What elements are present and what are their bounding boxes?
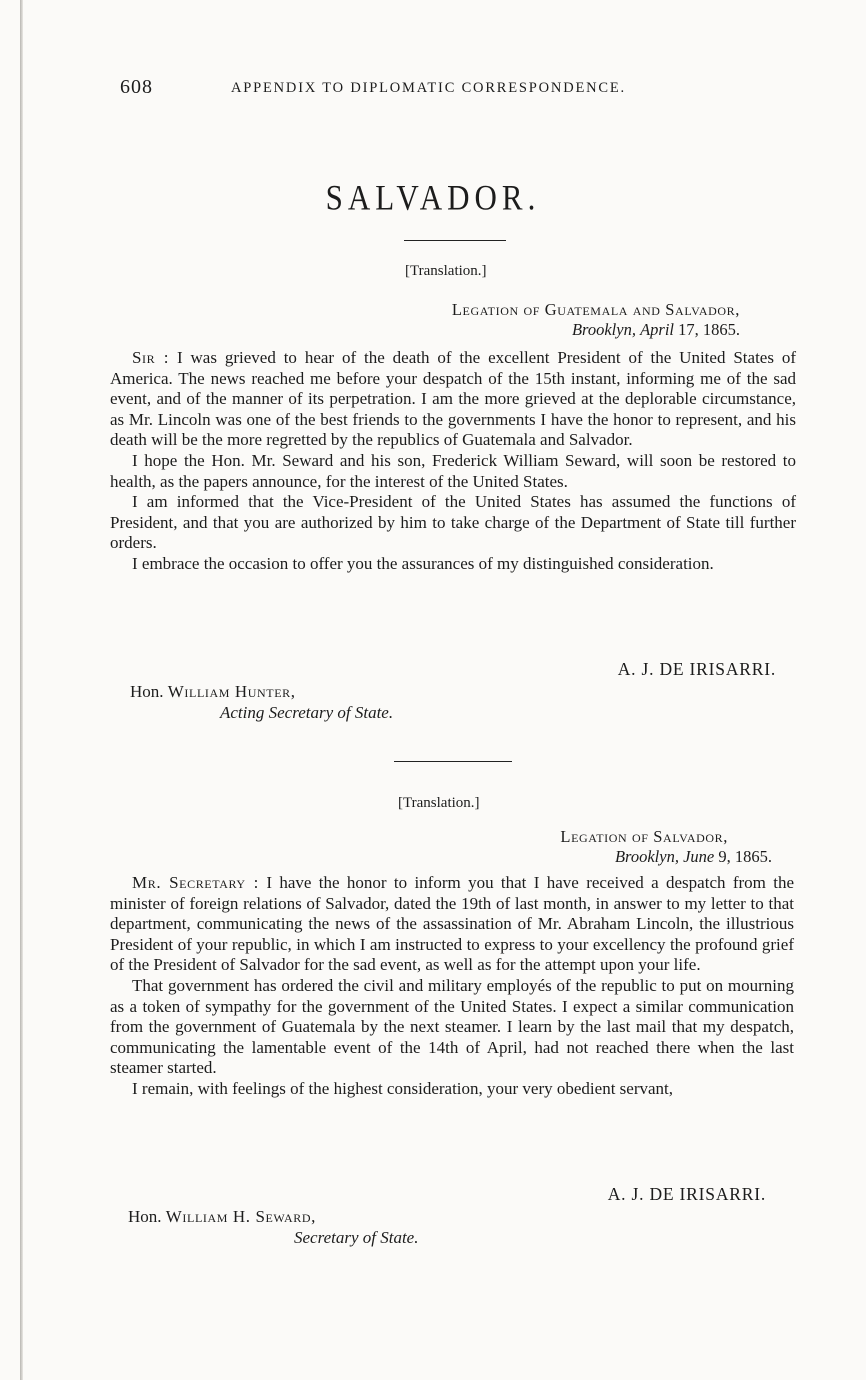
month: April <box>640 320 674 339</box>
date: 9, 1865. <box>718 847 772 866</box>
paragraph: I embrace the occasion to offer you the assurances of my distinguished consideration. <box>132 553 714 573</box>
section-title: SALVADOR. <box>325 177 541 218</box>
running-title: APPENDIX TO DIPLOMATIC CORRESPONDENCE. <box>231 80 626 96</box>
letter-body <box>110 873 794 1100</box>
paragraph: That government has ordered the civil and military employés of the republic to put on mourning as a token of sympathy for the government of the United States. I expect a similar communication from the government of Guatemala by the next steamer. I learn by the last mail that my despatch, communicating the lamentable event of the 14th of April, had not reached there when the last steamer started. <box>110 975 794 1078</box>
legation-name: Legation of Guatemala and Salvador, <box>451 300 740 319</box>
addressee: Hon. William H. Seward, Secretary of State. <box>128 1207 419 1247</box>
paragraph: Mr. Secretary : I have the honor to inform you that I have received a despatch from the minister of foreign relations of Salvador, dated the 19th of last month, in answer to my letter to that department, communicating the news of the assassination of Mr. Abraham Lincoln, the illustrious President of your republic, in which I am instructed to express to your excellency the profound grief of the President of Salvador for the sad event, as well as for the attempt upon your life. <box>110 873 794 975</box>
separator-rule <box>394 761 512 762</box>
title-rule <box>404 240 506 241</box>
month: June <box>683 847 715 866</box>
paragraph: I remain, with feelings of the highest consideration, your very obedient servant, <box>132 1078 674 1098</box>
running-head <box>120 76 800 102</box>
addressee: Hon. William Hunter, Acting Secretary of State. <box>130 682 394 722</box>
salutation: Mr. Secretary : <box>132 873 259 892</box>
letter-body <box>110 348 796 575</box>
addressee-name: William Hunter, <box>167 682 296 701</box>
place: Brooklyn, <box>614 847 679 866</box>
page-number: 608 <box>120 76 153 98</box>
translation-note: [Translation.] <box>398 795 480 811</box>
signature: A. J. DE IRISARRI. <box>617 659 776 679</box>
paragraph: I am informed that the Vice-President of the United States has assumed the functions of President, and that you are authorized by him to take charge of the Department of State till further orders. <box>110 492 796 553</box>
translation-note: [Translation.] <box>405 263 487 279</box>
dateline <box>430 827 772 867</box>
date: 17, 1865. <box>678 320 740 339</box>
addressee-title: Acting Secretary of State. <box>220 703 394 722</box>
paragraph: Sir : I was grieved to hear of the death of the excellent President of the United States of America. The news reached me before your despatch of the 15th instant, informing me of the sad event, and of the manner of its perpetration. I am the more grieved at the deplorable circumstance, as Mr. Lincoln was one of the best friends to the governments I have the honor to represent, and his death will be the more regretted by the republics of Guatemala and Salvador. <box>110 348 797 450</box>
salutation: Sir : <box>132 348 170 367</box>
addressee-name: William H. Seward, <box>165 1207 317 1226</box>
legation-name: Legation of Salvador, <box>560 827 728 846</box>
paragraph: I hope the Hon. Mr. Seward and his son, Frederick William Seward, will soon be restored to health, as the papers announce, for the interest of the United States. <box>110 450 796 491</box>
addressee-title: Secretary of State. <box>294 1228 419 1247</box>
place: Brooklyn, <box>571 320 636 339</box>
signature: A. J. DE IRISARRI. <box>607 1184 766 1204</box>
dateline <box>330 300 740 340</box>
